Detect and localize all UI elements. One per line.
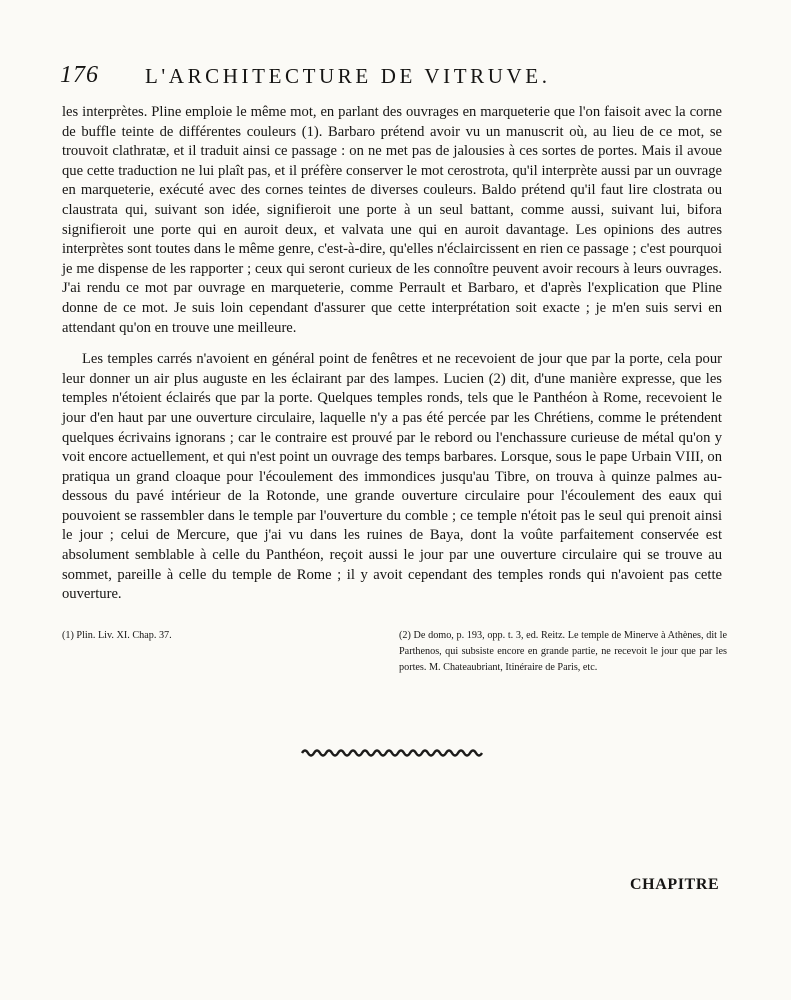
running-title: L'ARCHITECTURE DE VITRUVE. [145, 64, 551, 88]
page-header [60, 62, 735, 102]
paragraph: les interprètes. Pline emploie le même mot, en parlant des ouvrages en marqueterie que l'on faisoit avec la corne de buffle teinte de différentes couleurs (1). Barbaro prétend avoir vu un manuscrit où, au lieu de ce mot, se trouvoit clathratæ, et il traduit ainsi ce passage : on ne met pas de jalousies à ces sortes de portes. Mais il avoue que cette traduction ne lui plaît pas, et il préfère conserver le mot cerostrota, qu'il interprète aussi par un ouvrage en marqueterie, exécuté avec des cornes teintes de diverses couleurs. Baldo prétend qu'il faut lire clostrata ou claustrata qui, suivant son idée, signifieroit une porte à un seul battant, comme aussi, suivant lui, bifora signifieroit une porte qui en auroit deux, et valvata une qui en auroit davantage. Les opinions des autres interprètes sont toutes dans le même genre, c'est-à-dire, qu'elles n'éclaircissent en rien ce passage ; c'est pourquoi je me dispense de les rapporter ; ceux qui seront curieux de les connoître peuvent avoir recours à leurs ouvrages. J'ai rendu ce mot par ouvrage en marqueterie, comme Perrault et Barbaro, et d'après l'explication que Pline donne de ce mot. Je suis loin cependant d'assurer que cette interprétation soit exacte ; je m'en suis servi en attendant qu'on en trouve une meilleure. [62, 104, 722, 336]
main-text [62, 103, 722, 605]
footnotes [62, 628, 727, 676]
catchword: CHAPITRE [630, 876, 720, 893]
paragraph: Les temples carrés n'avoient en général point de fenêtres et ne recevoient de jour que par la porte, cela pour leur donner un air plus auguste en les éclairant par des lampes. Lucien (2) dit, d'une manière expresse, que les temples n'étoient éclairés que par la porte. Quelques temples ronds, tels que le Panthéon à Rome, recevoient le jour d'en haut par une ouverture circulaire, laquelle n'y a pas été percée par les Chrétiens, comme le prétendent quelques écrivains ignorans ; car le contraire est prouvé par le rebord ou l'enchassure curieuse de métal qu'on y voit encore actuellement, et qui n'est point un ouvrage des temps barbares. Lorsque, sous le pape Urbain VIII, on pratiqua un grand cloaque pour l'écoulement des immondices jusqu'au Tibre, on trouva à quinze palmes au-dessous du pavé intérieur de la Rotonde, une grande ouverture circulaire pour l'écoulement des eaux qui pouvoient se rassembler dans le temple par l'ouverture du comble ; ce temple n'étoit pas le seul qui prenoit ainsi le jour ; celui de Mercure, que j'ai vu dans les ruines de Baya, dont la voûte parfaitement conservée est absolument semblable à celle du Panthéon, reçoit aussi le jour par une ouverture circulaire qui se trouve au sommet, pareille à celle du temple de Rome ; il y avoit cependant des temples ronds qui n'avoient pas cette ouverture. [62, 351, 722, 603]
footnote-2: (2) De domo, p. 193, opp. t. 3, ed. Reitz. Le temple de Minerve à Athènes, dit le Parthenos, qui subsiste encore en grande partie, ne recevoit le jour que par les portes. M. Chateaubriant, Itinéraire de Paris, etc. [399, 630, 727, 673]
footnote-1: (1) Plin. Liv. XI. Chap. 37. [62, 630, 172, 641]
decorative-rule-ornament [300, 745, 485, 761]
footnote-column-right [399, 628, 727, 676]
footnote-column-left [62, 628, 390, 676]
page-number: 176 [60, 62, 99, 88]
